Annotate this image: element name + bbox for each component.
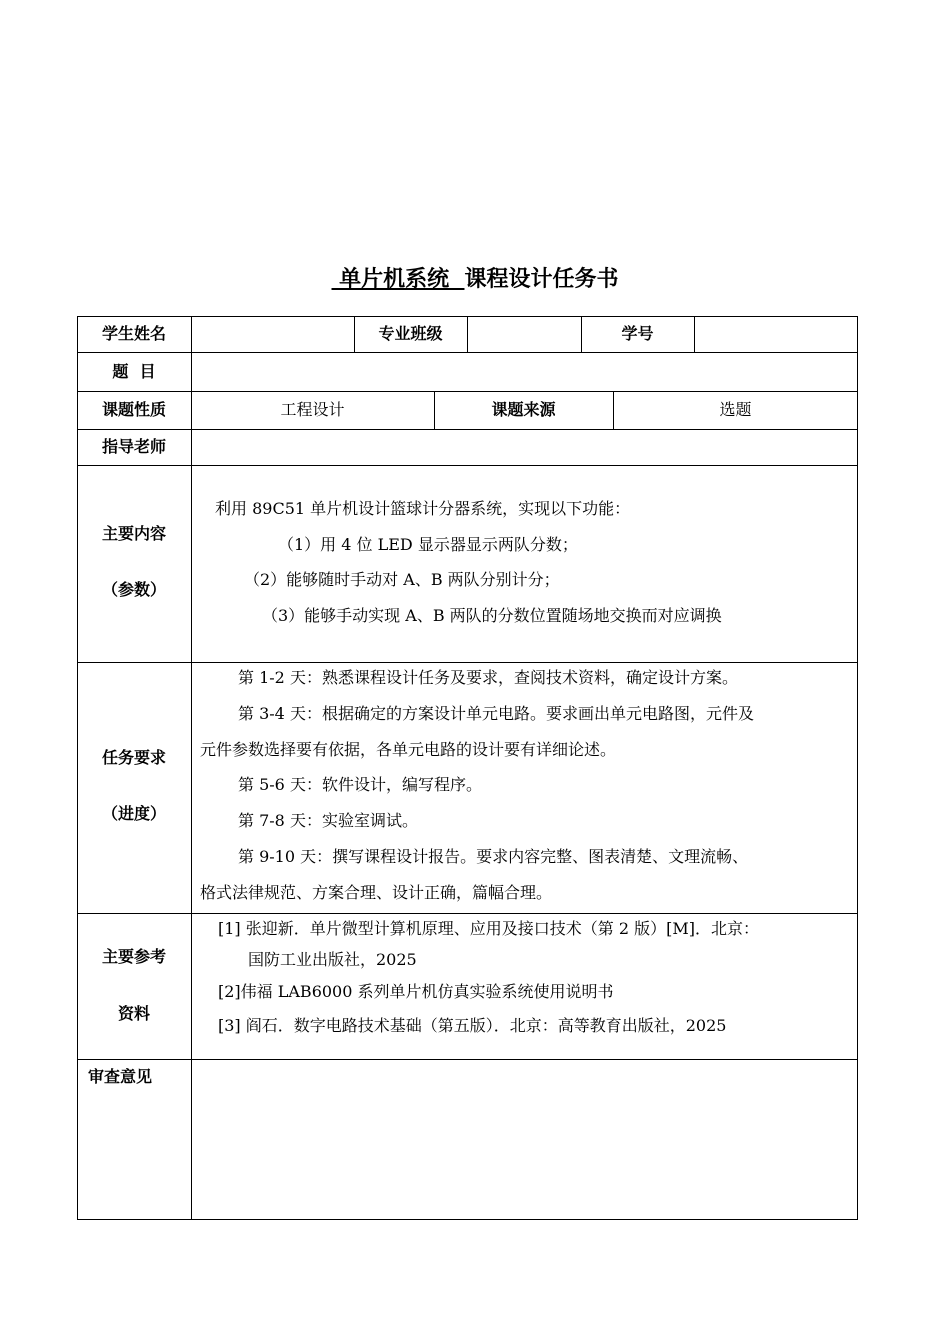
task-line: 格式法律规范、方案合理、设计正确，篇幅合理。 xyxy=(200,883,553,902)
content-label-params: （参数） xyxy=(101,580,166,599)
content-line: 利用 89C51 单片机设计篮球计分器系统，实现以下功能： xyxy=(215,499,631,518)
title-rest: 课程设计任务书 xyxy=(464,267,619,292)
row-divider xyxy=(77,391,858,392)
advisor-label: 指导老师 xyxy=(101,437,166,456)
reference-line: [1] 张迎新．单片微型计算机原理、应用及接口技术（第 2 版）[M]．北京： xyxy=(218,919,759,938)
reference-line: [3] 阎石．数字电路技术基础（第五版）．北京：高等教育出版社，2025 xyxy=(218,1016,727,1035)
task-line: 第 3-4 天：根据确定的方案设计单元电路。要求画出单元电路图，元件及 xyxy=(238,704,754,723)
reference-line: 国防工业出版社，2025 xyxy=(248,950,417,969)
content-line: （2）能够随时手动对 A、B 两队分别计分； xyxy=(244,570,560,589)
topic-label: 题 目 xyxy=(112,362,156,381)
tasks-label-progress: （进度） xyxy=(101,804,166,823)
cell-divider xyxy=(467,316,468,352)
source-value: 选题 xyxy=(719,400,752,419)
label-column-divider xyxy=(191,316,192,1220)
refs-label-materials: 资料 xyxy=(117,1004,150,1023)
task-line: 第 9-10 天：撰写课程设计报告。要求内容完整、图表清楚、文理流畅、 xyxy=(238,847,749,866)
cell-divider xyxy=(694,316,695,352)
review-label: 审查意见 xyxy=(88,1067,153,1086)
row-divider xyxy=(77,1059,858,1060)
task-line: 第 1-2 天：熟悉课程设计任务及要求，查阅技术资料，确定设计方案。 xyxy=(238,668,738,687)
tasks-label: 任务要求 xyxy=(101,748,166,767)
nature-value: 工程设计 xyxy=(280,400,345,419)
source-label: 课题来源 xyxy=(491,400,556,419)
student-name-label: 学生姓名 xyxy=(101,324,166,343)
page-title xyxy=(0,262,950,293)
content-line: （1）用 4 位 LED 显示器显示两队分数； xyxy=(278,535,578,554)
content-line: （3）能够手动实现 A、B 两队的分数位置随场地交换而对应调换 xyxy=(262,606,722,625)
task-line: 第 7-8 天：实验室调试。 xyxy=(238,811,418,830)
refs-label: 主要参考 xyxy=(101,947,166,966)
row-divider xyxy=(77,465,858,466)
task-line: 第 5-6 天：软件设计，编写程序。 xyxy=(238,775,482,794)
row-divider xyxy=(77,913,858,914)
nature-label: 课题性质 xyxy=(101,400,166,419)
task-table xyxy=(77,316,858,1220)
student-id-label: 学号 xyxy=(621,324,654,343)
reference-line: [2]伟福 LAB6000 系列单片机仿真实验系统使用说明书 xyxy=(218,982,614,1001)
task-line: 元件参数选择要有依据，各单元电路的设计要有详细论述。 xyxy=(200,740,617,759)
row-divider xyxy=(77,352,858,353)
row-divider xyxy=(77,662,858,663)
title-course-name: 单片机系统 xyxy=(331,267,465,292)
class-label: 专业班级 xyxy=(378,324,443,343)
content-label: 主要内容 xyxy=(101,524,166,543)
row-divider xyxy=(77,429,858,430)
